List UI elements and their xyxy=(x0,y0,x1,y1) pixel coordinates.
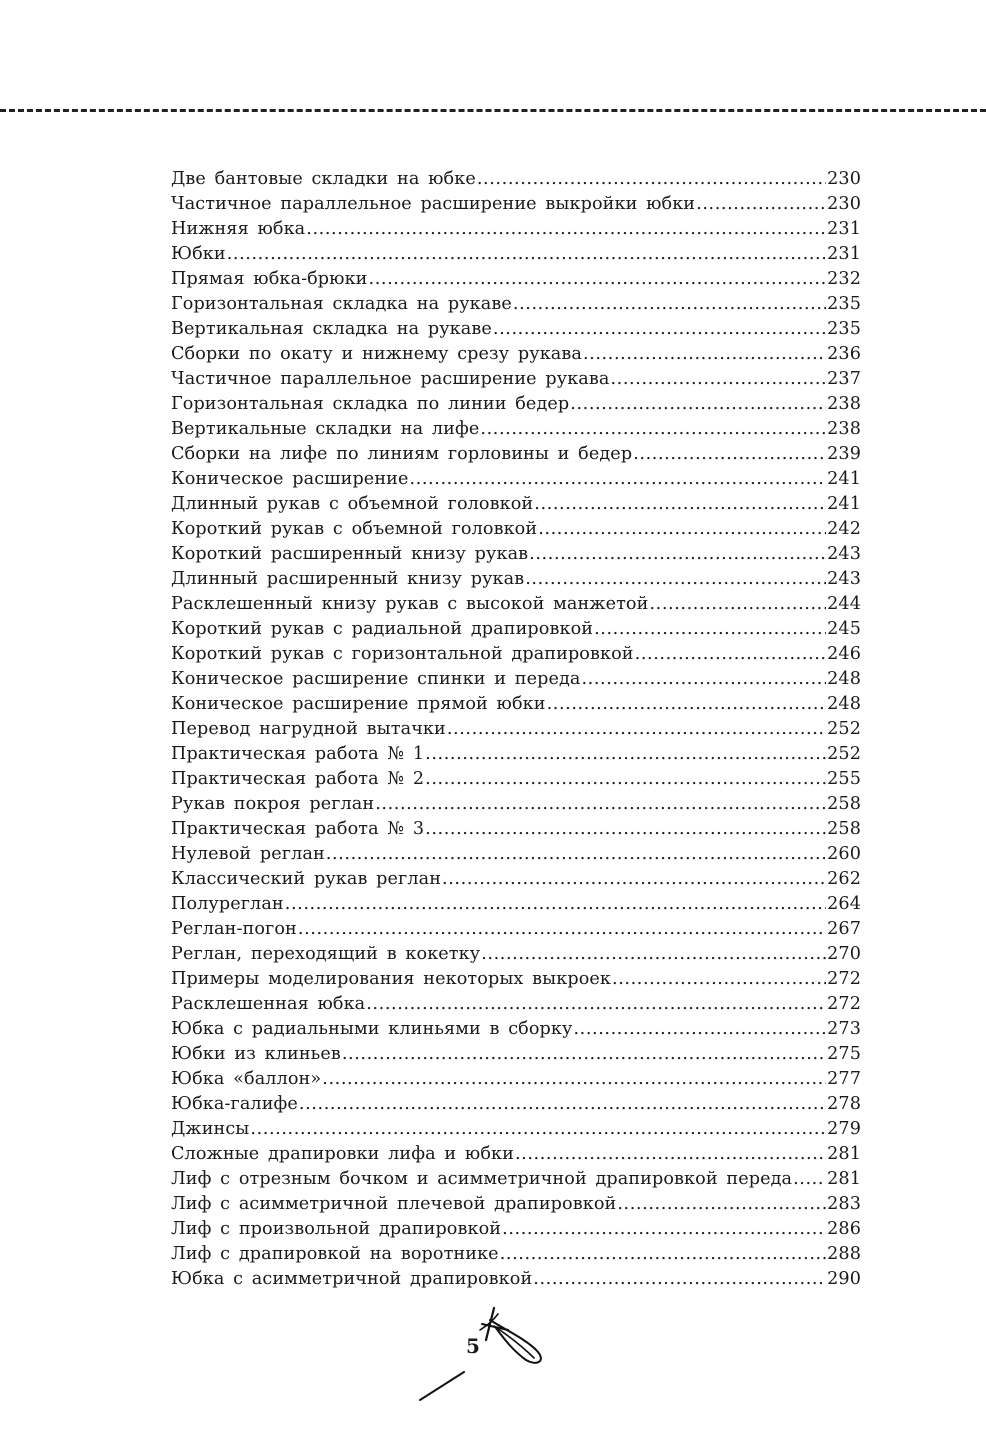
toc-entry xyxy=(171,367,861,392)
dashed-divider xyxy=(0,109,986,112)
toc-dot-leader xyxy=(500,1242,826,1267)
toc-entry xyxy=(171,192,861,217)
toc-entry-page: 258 xyxy=(827,794,861,814)
toc-entry-page: 241 xyxy=(827,494,861,514)
toc-dot-leader xyxy=(635,642,826,667)
toc-dot-leader xyxy=(366,992,826,1017)
toc-dot-leader xyxy=(573,1017,826,1042)
toc-entry-page: 278 xyxy=(827,1094,861,1114)
toc-entry xyxy=(171,542,861,567)
toc-entry-title: Нижняя юбка xyxy=(171,219,306,239)
toc-entry-title: Реглан-погон xyxy=(171,919,297,939)
toc-entry-page: 238 xyxy=(827,394,861,414)
toc-entry-title: Короткий рукав с радиальной драпировкой xyxy=(171,619,594,639)
toc-entry-page: 288 xyxy=(827,1244,861,1264)
toc-entry-title: Две бантовые складки на юбке xyxy=(171,169,476,189)
toc-entry-page: 246 xyxy=(827,644,861,664)
toc-entry xyxy=(171,617,861,642)
toc-entry-title: Короткий расширенный книзу рукав xyxy=(171,544,529,564)
toc-entry xyxy=(171,567,861,592)
toc-entry-page: 248 xyxy=(827,694,861,714)
toc-entry-page: 244 xyxy=(827,594,861,614)
toc-entry-title: Юбки xyxy=(171,244,226,264)
toc-entry-title: Частичное параллельное расширение рукава xyxy=(171,369,610,389)
toc-entry xyxy=(171,1117,861,1142)
toc-entry-title: Лиф с отрезным бочком и асимметричной драпировкой переда xyxy=(171,1169,793,1189)
page-number: 5 xyxy=(466,1334,480,1358)
toc-entry xyxy=(171,692,861,717)
toc-entry xyxy=(171,1017,861,1042)
toc-entry-page: 252 xyxy=(827,719,861,739)
toc-entry xyxy=(171,767,861,792)
toc-entry xyxy=(171,642,861,667)
toc-entry xyxy=(171,292,861,317)
toc-entry-title: Вертикальные складки на лифе xyxy=(171,419,480,439)
toc-entry-page: 264 xyxy=(827,894,861,914)
toc-entry-page: 258 xyxy=(827,819,861,839)
toc-dot-leader xyxy=(369,267,827,292)
toc-entry xyxy=(171,317,861,342)
toc-entry-page: 239 xyxy=(827,444,861,464)
toc-entry xyxy=(171,992,861,1017)
toc-entry-title: Короткий рукав с горизонтальной драпировкой xyxy=(171,644,634,664)
toc-entry xyxy=(171,492,861,517)
page-footer xyxy=(410,1300,560,1410)
toc-dot-leader xyxy=(425,767,826,792)
toc-entry-title: Лиф с драпировкой на воротнике xyxy=(171,1244,499,1264)
toc-entry-title: Лиф с асимметричной плечевой драпировкой xyxy=(171,1194,617,1214)
toc-entry-page: 272 xyxy=(827,969,861,989)
toc-entry xyxy=(171,892,861,917)
toc-entry-title: Практическая работа № 1 xyxy=(171,744,425,764)
toc-dot-leader xyxy=(250,1117,826,1142)
toc-entry-title: Юбки из клиньев xyxy=(171,1044,341,1064)
toc-dot-leader xyxy=(481,942,826,967)
toc-entry xyxy=(171,592,861,617)
toc-entry xyxy=(171,467,861,492)
toc-entry xyxy=(171,242,861,267)
needle-and-thread-icon xyxy=(410,1300,560,1410)
toc-entry xyxy=(171,1092,861,1117)
toc-entry-page: 281 xyxy=(827,1144,861,1164)
toc-entry xyxy=(171,792,861,817)
toc-dot-leader xyxy=(610,367,826,392)
toc-entry-title: Примеры моделирования некоторых выкроек xyxy=(171,969,612,989)
toc-entry-title: Лиф с произвольной драпировкой xyxy=(171,1219,502,1239)
toc-entry-page: 286 xyxy=(827,1219,861,1239)
toc-entry xyxy=(171,817,861,842)
toc-entry xyxy=(171,1242,861,1267)
toc-entry-page: 230 xyxy=(827,169,861,189)
toc-dot-leader xyxy=(322,1067,826,1092)
toc-entry-page: 237 xyxy=(827,369,861,389)
toc-entry-title: Классический рукав реглан xyxy=(171,869,442,889)
toc-dot-leader xyxy=(375,792,826,817)
toc-entry-page: 277 xyxy=(827,1069,861,1089)
toc-entry-page: 231 xyxy=(827,244,861,264)
toc-entry xyxy=(171,717,861,742)
toc-dot-leader xyxy=(299,1092,826,1117)
toc-entry xyxy=(171,1192,861,1217)
toc-entry-page: 236 xyxy=(827,344,861,364)
toc-entry-title: Прямая юбка-брюки xyxy=(171,269,368,289)
toc-entry-page: 243 xyxy=(827,569,861,589)
toc-entry-page: 281 xyxy=(827,1169,861,1189)
toc-entry-title: Сложные драпировки лифа и юбки xyxy=(171,1144,514,1164)
toc-entry-title: Рукав покроя реглан xyxy=(171,794,375,814)
toc-entry-page: 267 xyxy=(827,919,861,939)
toc-dot-leader xyxy=(442,867,826,892)
toc-dot-leader xyxy=(594,617,826,642)
toc-entry-page: 270 xyxy=(827,944,861,964)
toc-entry-title: Расклешенная юбка xyxy=(171,994,366,1014)
toc-entry-page: 248 xyxy=(827,669,861,689)
toc-entry-title: Длинный расширенный книзу рукав xyxy=(171,569,525,589)
toc-entry-title: Юбка «баллон» xyxy=(171,1069,322,1089)
toc-dot-leader xyxy=(447,717,826,742)
toc-dot-leader xyxy=(480,417,826,442)
toc-dot-leader xyxy=(409,467,826,492)
toc-entry-page: 235 xyxy=(827,319,861,339)
toc-entry-title: Длинный рукав с объемной головкой xyxy=(171,494,534,514)
toc-entry-page: 275 xyxy=(827,1044,861,1064)
toc-entry xyxy=(171,217,861,242)
toc-dot-leader xyxy=(285,892,826,917)
toc-dot-leader xyxy=(538,517,826,542)
toc-entry xyxy=(171,1067,861,1092)
toc-entry-page: 279 xyxy=(827,1119,861,1139)
toc-entry-page: 252 xyxy=(827,744,861,764)
toc-entry-page: 290 xyxy=(827,1269,861,1289)
toc-dot-leader xyxy=(696,192,826,217)
toc-dot-leader xyxy=(425,742,826,767)
toc-entry xyxy=(171,1042,861,1067)
toc-entry-title: Джинсы xyxy=(171,1119,250,1139)
toc-entry-title: Сборки по окату и нижнему срезу рукава xyxy=(171,344,582,364)
toc-entry xyxy=(171,442,861,467)
toc-entry-title: Короткий рукав с объемной головкой xyxy=(171,519,538,539)
toc-entry xyxy=(171,267,861,292)
toc-dot-leader xyxy=(342,1042,826,1067)
toc-entry-title: Коническое расширение прямой юбки xyxy=(171,694,546,714)
toc-entry-title: Коническое расширение xyxy=(171,469,409,489)
toc-entry xyxy=(171,1167,861,1192)
toc-dot-leader xyxy=(547,692,827,717)
toc-dot-leader xyxy=(298,917,826,942)
toc-entry-title: Расклешенный книзу рукав с высокой манжетой xyxy=(171,594,649,614)
toc-entry-page: 242 xyxy=(827,519,861,539)
toc-dot-leader xyxy=(529,542,826,567)
toc-entry-page: 230 xyxy=(827,194,861,214)
toc-entry-title: Практическая работа № 3 xyxy=(171,819,425,839)
toc-entry xyxy=(171,392,861,417)
toc-dot-leader xyxy=(227,242,826,267)
toc-dot-leader xyxy=(617,1192,826,1217)
toc-entry-title: Горизонтальная складка по линии бедер xyxy=(171,394,570,414)
toc-entry-title: Перевод нагрудной вытачки xyxy=(171,719,446,739)
toc-entry-title: Коническое расширение спинки и переда xyxy=(171,669,581,689)
toc-entry-title: Полуреглан xyxy=(171,894,284,914)
toc-entry-title: Сборки на лифе по линиям горловины и бедер xyxy=(171,444,633,464)
toc-entry-title: Юбка с асимметричной драпировкой xyxy=(171,1269,533,1289)
toc-entry-page: 241 xyxy=(827,469,861,489)
toc-dot-leader xyxy=(612,967,826,992)
toc-entry-page: 272 xyxy=(827,994,861,1014)
table-of-contents xyxy=(171,167,861,1292)
toc-entry-page: 243 xyxy=(827,544,861,564)
toc-dot-leader xyxy=(513,292,826,317)
toc-dot-leader xyxy=(570,392,826,417)
toc-entry-title: Юбка-галифе xyxy=(171,1094,298,1114)
toc-entry xyxy=(171,1142,861,1167)
toc-entry-page: 255 xyxy=(827,769,861,789)
toc-dot-leader xyxy=(581,667,826,692)
toc-dot-leader xyxy=(525,567,826,592)
toc-entry xyxy=(171,417,861,442)
toc-entry xyxy=(171,342,861,367)
toc-dot-leader xyxy=(533,1267,826,1292)
toc-dot-leader xyxy=(326,842,826,867)
toc-entry-page: 273 xyxy=(827,1019,861,1039)
toc-entry xyxy=(171,1217,861,1242)
toc-dot-leader xyxy=(477,167,826,192)
toc-entry-title: Нулевой реглан xyxy=(171,844,325,864)
toc-entry-title: Юбка с радиальными клиньями в сборку xyxy=(171,1019,573,1039)
toc-entry-title: Горизонтальная складка на рукаве xyxy=(171,294,512,314)
toc-entry-page: 232 xyxy=(827,269,861,289)
toc-dot-leader xyxy=(502,1217,826,1242)
toc-dot-leader xyxy=(793,1167,826,1192)
toc-dot-leader xyxy=(493,317,826,342)
toc-entry-page: 231 xyxy=(827,219,861,239)
toc-dot-leader xyxy=(633,442,826,467)
toc-entry xyxy=(171,167,861,192)
toc-entry xyxy=(171,942,861,967)
toc-entry xyxy=(171,517,861,542)
toc-dot-leader xyxy=(649,592,826,617)
toc-entry xyxy=(171,667,861,692)
toc-entry-title: Реглан, переходящий в кокетку xyxy=(171,944,481,964)
toc-entry xyxy=(171,967,861,992)
toc-entry-page: 235 xyxy=(827,294,861,314)
toc-entry-title: Вертикальная складка на рукаве xyxy=(171,319,492,339)
toc-dot-leader xyxy=(534,492,826,517)
toc-entry xyxy=(171,1267,861,1292)
toc-entry-page: 283 xyxy=(827,1194,861,1214)
toc-dot-leader xyxy=(425,817,826,842)
toc-entry-page: 245 xyxy=(827,619,861,639)
toc-dot-leader xyxy=(306,217,826,242)
toc-entry xyxy=(171,917,861,942)
toc-entry xyxy=(171,842,861,867)
toc-dot-leader xyxy=(583,342,826,367)
toc-entry-page: 262 xyxy=(827,869,861,889)
toc-entry-title: Частичное параллельное расширение выкройки юбки xyxy=(171,194,696,214)
toc-entry-page: 260 xyxy=(827,844,861,864)
toc-entry-page: 238 xyxy=(827,419,861,439)
toc-dot-leader xyxy=(515,1142,826,1167)
toc-entry xyxy=(171,742,861,767)
toc-entry xyxy=(171,867,861,892)
toc-entry-title: Практическая работа № 2 xyxy=(171,769,425,789)
